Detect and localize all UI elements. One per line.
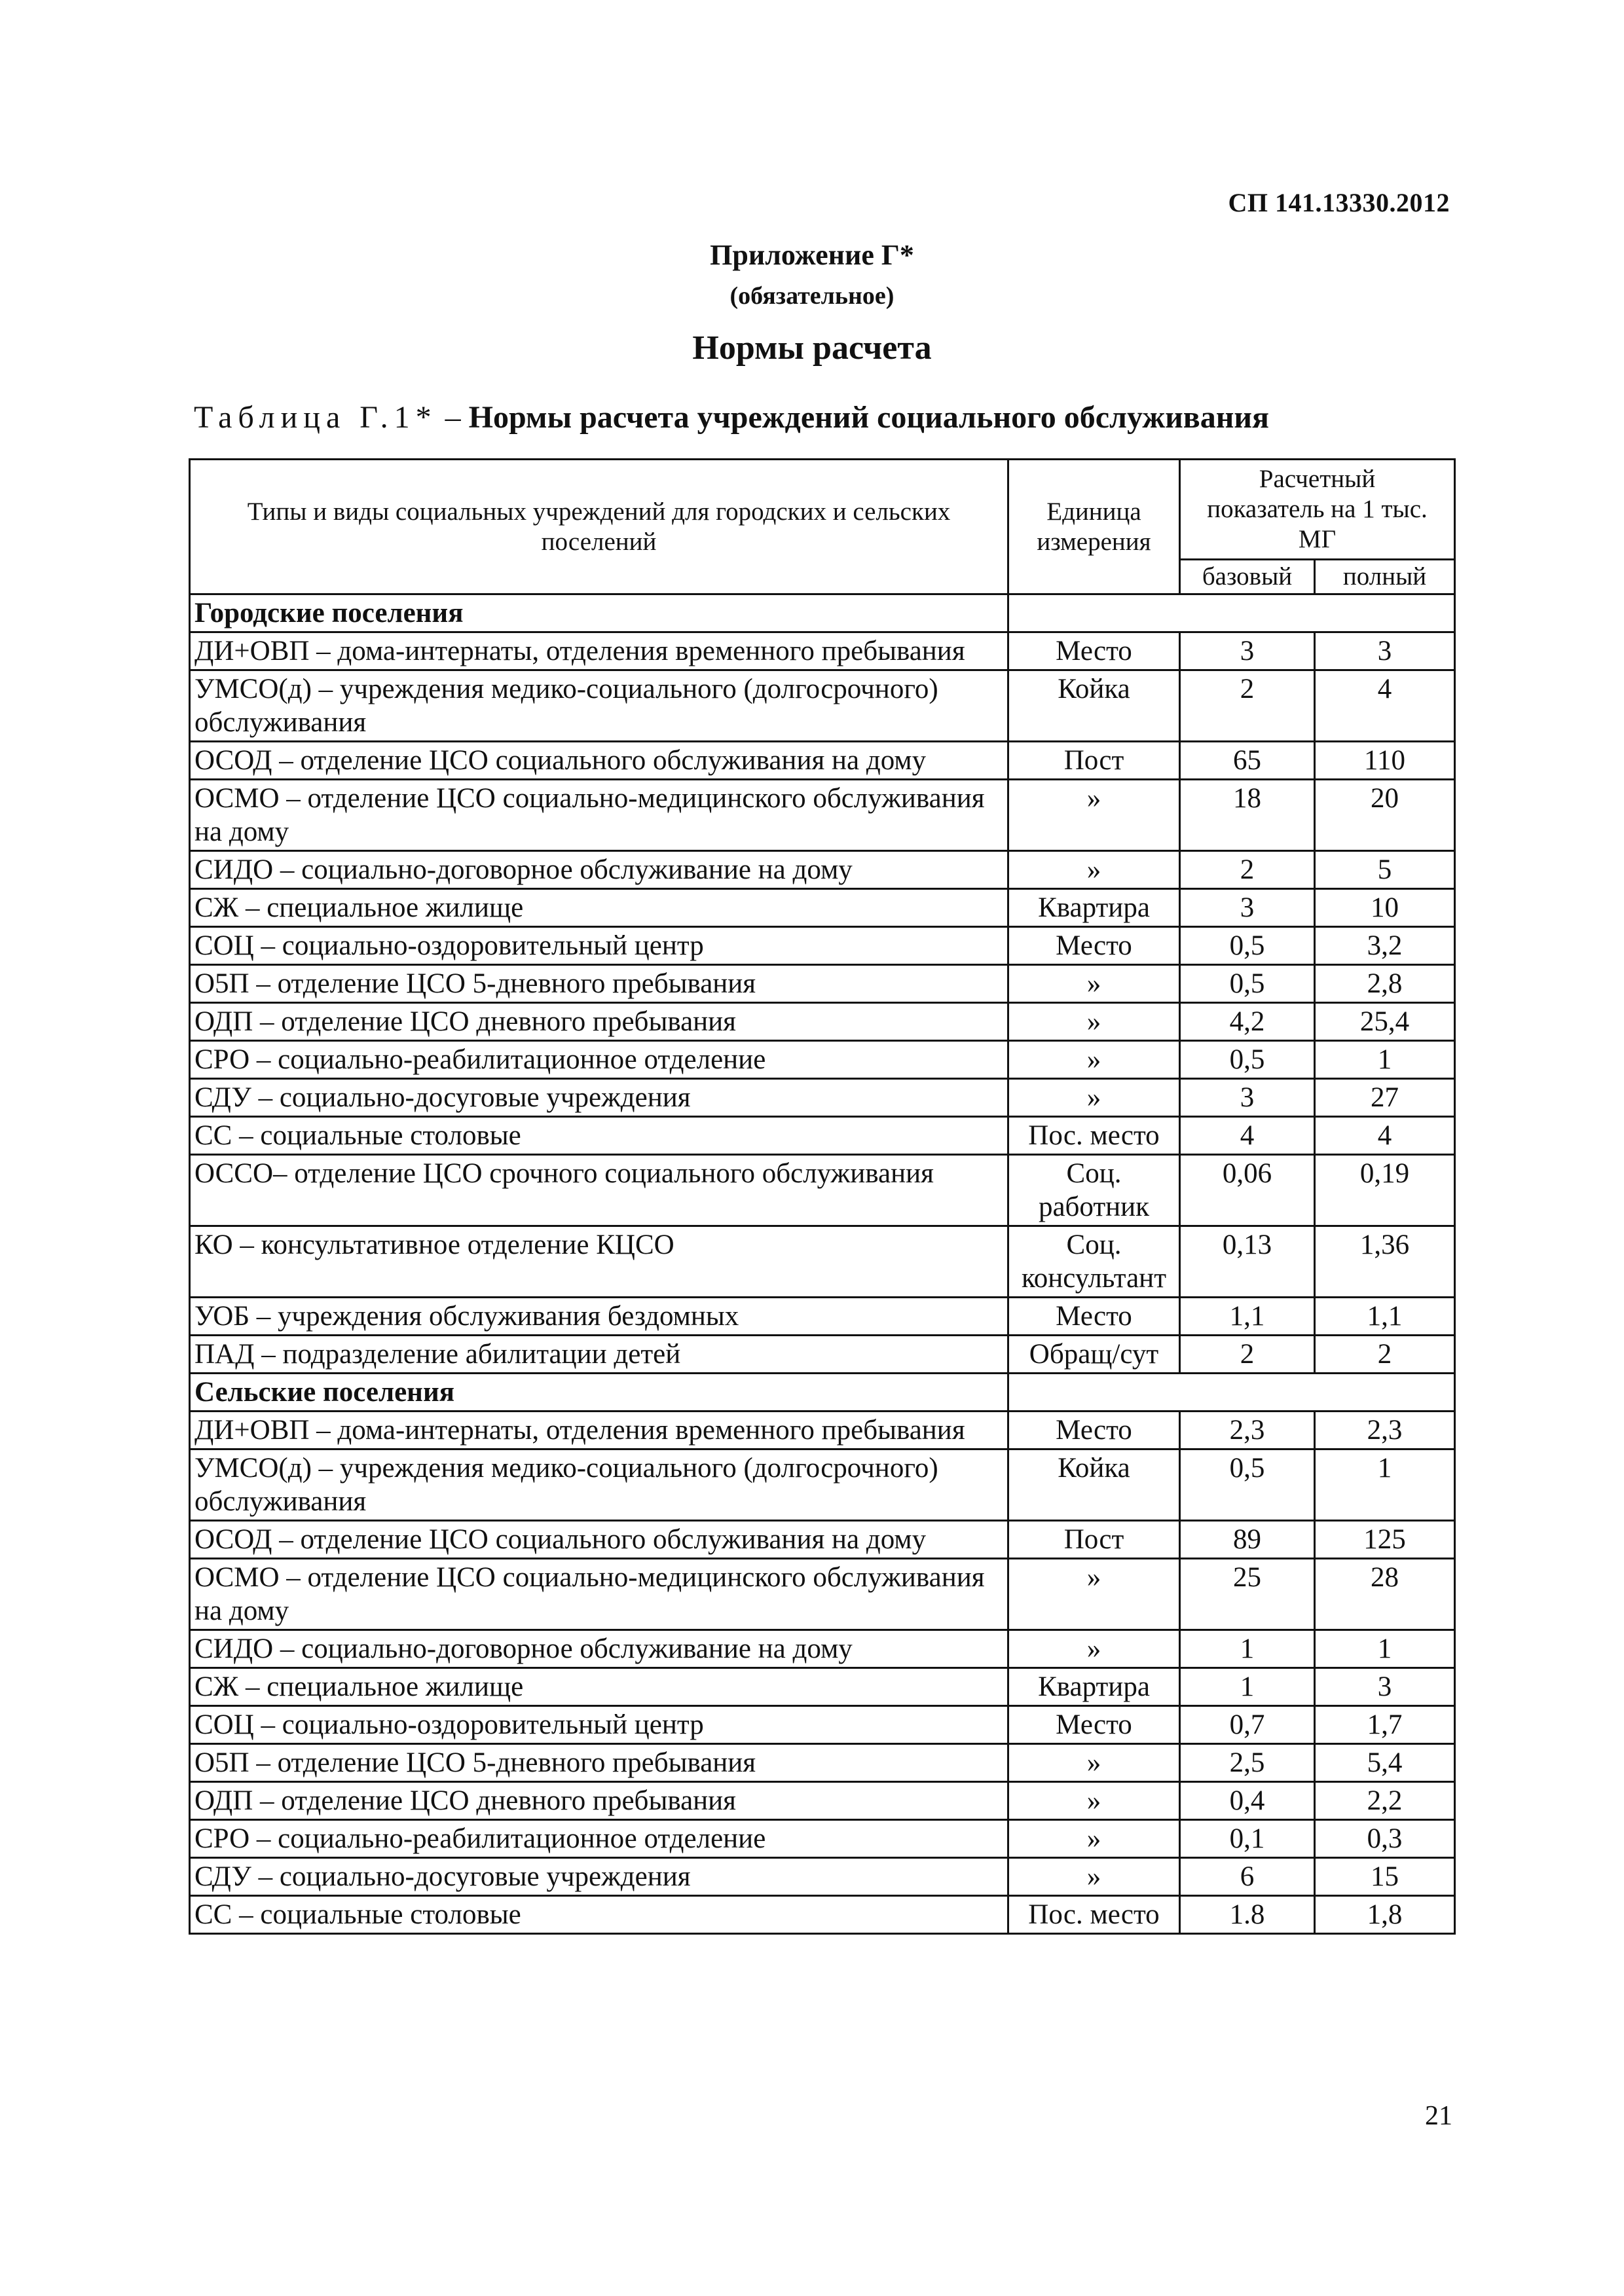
cell-name: ОДП – отделение ЦСО дневного пребывания: [190, 1782, 1008, 1820]
cell-unit: Койка: [1008, 670, 1180, 742]
cell-name: ОСОД – отделение ЦСО социального обслуживания на дому: [190, 1521, 1008, 1559]
table-row: [190, 1521, 1455, 1559]
cell-name: О5П – отделение ЦСО 5-дневного пребывания: [190, 965, 1008, 1003]
cell-full: 2,2: [1315, 1782, 1455, 1820]
table-row: [190, 889, 1455, 927]
table-row: [190, 1858, 1455, 1896]
cell-name: ОСМО – отделение ЦСО социально-медицинского обслуживания на дому: [190, 780, 1008, 851]
cell-full: 4: [1315, 1117, 1455, 1155]
cell-name: СЖ – специальное жилище: [190, 889, 1008, 927]
cell-unit: »: [1008, 1820, 1180, 1858]
cell-full: 3,2: [1315, 927, 1455, 965]
cell-name: ОСОД – отделение ЦСО социального обслуживания на дому: [190, 742, 1008, 780]
cell-base: 3: [1180, 1079, 1315, 1117]
cell-full: 5: [1315, 851, 1455, 889]
cell-unit: Место: [1008, 927, 1180, 965]
cell-unit: Место: [1008, 1298, 1180, 1336]
table-body: [190, 594, 1455, 1934]
cell-full: 27: [1315, 1079, 1455, 1117]
section-title: Нормы расчета: [692, 329, 932, 367]
cell-unit: »: [1008, 1630, 1180, 1668]
cell-name: СРО – социально-реабилитационное отделение: [190, 1820, 1008, 1858]
cell-full: 5,4: [1315, 1744, 1455, 1782]
cell-full: 1: [1315, 1449, 1455, 1521]
cell-name: ОДП – отделение ЦСО дневного пребывания: [190, 1003, 1008, 1041]
cell-name: ДИ+ОВП – дома-интернаты, отделения временного пребывания: [190, 1412, 1008, 1449]
cell-base: 0,06: [1180, 1155, 1315, 1226]
header-type: Типы и виды социальных учреждений для городских и сельских поселений: [190, 460, 1008, 594]
cell-unit: Пос. место: [1008, 1117, 1180, 1155]
table-caption-title: Нормы расчета учреждений социального обслуживания: [468, 400, 1269, 435]
cell-full: 1: [1315, 1041, 1455, 1079]
cell-name: УМСО(д) – учреждения медико-социального (долгосрочного) обслуживания: [190, 670, 1008, 742]
cell-unit: Пос. место: [1008, 1896, 1180, 1934]
table-row: [190, 1668, 1455, 1706]
cell-unit: »: [1008, 1559, 1180, 1630]
norms-table: [189, 458, 1456, 1935]
cell-unit: »: [1008, 1079, 1180, 1117]
cell-name: СОЦ – социально-оздоровительный центр: [190, 927, 1008, 965]
cell-name: УМСО(д) – учреждения медико-социального (долгосрочного) обслуживания: [190, 1449, 1008, 1521]
table-row: [190, 1336, 1455, 1374]
cell-full: 25,4: [1315, 1003, 1455, 1041]
cell-base: 65: [1180, 742, 1315, 780]
table-row: [190, 670, 1455, 742]
cell-full: 125: [1315, 1521, 1455, 1559]
group-title: Сельские поселения: [190, 1374, 1008, 1412]
header-base: базовый: [1180, 560, 1315, 594]
cell-full: 2,3: [1315, 1412, 1455, 1449]
table-row: [190, 1079, 1455, 1117]
table-row: [190, 1630, 1455, 1668]
cell-base: 2,3: [1180, 1412, 1315, 1449]
cell-full: 1,7: [1315, 1706, 1455, 1744]
cell-base: 0,13: [1180, 1226, 1315, 1298]
table-row: [190, 851, 1455, 889]
table-row: [190, 927, 1455, 965]
cell-base: 2,5: [1180, 1744, 1315, 1782]
table-row: [190, 1449, 1455, 1521]
cell-name: СС – социальные столовые: [190, 1896, 1008, 1934]
cell-full: 2,8: [1315, 965, 1455, 1003]
cell-full: 4: [1315, 670, 1455, 742]
cell-full: 28: [1315, 1559, 1455, 1630]
table-caption: [194, 399, 1504, 435]
table-row: [190, 1117, 1455, 1155]
cell-unit: Место: [1008, 1706, 1180, 1744]
cell-base: 0,5: [1180, 927, 1315, 965]
cell-full: 0,3: [1315, 1820, 1455, 1858]
cell-unit: »: [1008, 851, 1180, 889]
cell-base: 3: [1180, 632, 1315, 670]
cell-full: 10: [1315, 889, 1455, 927]
cell-base: 89: [1180, 1521, 1315, 1559]
cell-name: СДУ – социально-досуговые учреждения: [190, 1858, 1008, 1896]
cell-name: ПАД – подразделение абилитации детей: [190, 1336, 1008, 1374]
cell-base: 3: [1180, 889, 1315, 927]
cell-base: 25: [1180, 1559, 1315, 1630]
cell-base: 1: [1180, 1668, 1315, 1706]
cell-base: 1.8: [1180, 1896, 1315, 1934]
cell-full: 110: [1315, 742, 1455, 780]
cell-unit: »: [1008, 1041, 1180, 1079]
cell-full: 3: [1315, 1668, 1455, 1706]
cell-full: 15: [1315, 1858, 1455, 1896]
cell-full: 1,8: [1315, 1896, 1455, 1934]
cell-full: 2: [1315, 1336, 1455, 1374]
group-empty-cell: [1008, 594, 1455, 632]
table-row: [190, 1782, 1455, 1820]
cell-name: ОССО– отделение ЦСО срочного социального обслуживания: [190, 1155, 1008, 1226]
cell-name: О5П – отделение ЦСО 5-дневного пребывания: [190, 1744, 1008, 1782]
cell-name: СОЦ – социально-оздоровительный центр: [190, 1706, 1008, 1744]
header-full: полный: [1315, 560, 1455, 594]
cell-unit: »: [1008, 780, 1180, 851]
appendix-status: (обязательное): [729, 282, 895, 310]
cell-base: 2: [1180, 851, 1315, 889]
cell-unit: Соц. работник: [1008, 1155, 1180, 1226]
table-row: [190, 965, 1455, 1003]
cell-base: 0,5: [1180, 1449, 1315, 1521]
appendix-title: Приложение Г*: [710, 239, 914, 271]
cell-name: СС – социальные столовые: [190, 1117, 1008, 1155]
cell-full: 0,19: [1315, 1155, 1455, 1226]
cell-base: 18: [1180, 780, 1315, 851]
table-row: [190, 1744, 1455, 1782]
cell-base: 4,2: [1180, 1003, 1315, 1041]
cell-base: 4: [1180, 1117, 1315, 1155]
cell-name: СИДО – социально-договорное обслуживание на дому: [190, 851, 1008, 889]
cell-name: ОСМО – отделение ЦСО социально-медицинского обслуживания на дому: [190, 1559, 1008, 1630]
document-code: СП 141.13330.2012: [1228, 188, 1450, 217]
cell-name: ДИ+ОВП – дома-интернаты, отделения временного пребывания: [190, 632, 1008, 670]
cell-base: 0,5: [1180, 1041, 1315, 1079]
cell-base: 1: [1180, 1630, 1315, 1668]
table-header-row: [190, 460, 1455, 560]
cell-unit: Пост: [1008, 1521, 1180, 1559]
header-indicator: Расчетный показатель на 1 тыс. МГ: [1180, 460, 1455, 560]
cell-full: 1: [1315, 1630, 1455, 1668]
group-title: Городские поселения: [190, 594, 1008, 632]
table-row: [190, 1896, 1455, 1934]
table-row: [190, 1003, 1455, 1041]
cell-unit: »: [1008, 1782, 1180, 1820]
table-caption-label: Таблица Г.1*: [194, 400, 437, 435]
cell-unit: Квартира: [1008, 889, 1180, 927]
cell-base: 0,4: [1180, 1782, 1315, 1820]
cell-name: СРО – социально-реабилитационное отделение: [190, 1041, 1008, 1079]
table-row: [190, 632, 1455, 670]
cell-base: 0,7: [1180, 1706, 1315, 1744]
cell-unit: Квартира: [1008, 1668, 1180, 1706]
cell-base: 0,5: [1180, 965, 1315, 1003]
table-row: [190, 1820, 1455, 1858]
group-empty-cell: [1008, 1374, 1455, 1412]
cell-unit: Обращ/сут: [1008, 1336, 1180, 1374]
cell-base: 2: [1180, 670, 1315, 742]
table-row: [190, 1041, 1455, 1079]
cell-unit: Соц. консультант: [1008, 1226, 1180, 1298]
table-row: [190, 1706, 1455, 1744]
cell-unit: Место: [1008, 632, 1180, 670]
cell-base: 2: [1180, 1336, 1315, 1374]
cell-unit: Место: [1008, 1412, 1180, 1449]
table-row: [190, 780, 1455, 851]
table-row: [190, 1412, 1455, 1449]
cell-base: 6: [1180, 1858, 1315, 1896]
table-row: [190, 1559, 1455, 1630]
cell-base: 0,1: [1180, 1820, 1315, 1858]
cell-full: 1,36: [1315, 1226, 1455, 1298]
table-row: [190, 1298, 1455, 1336]
cell-name: СДУ – социально-досуговые учреждения: [190, 1079, 1008, 1117]
cell-full: 3: [1315, 632, 1455, 670]
cell-name: СИДО – социально-договорное обслуживание на дому: [190, 1630, 1008, 1668]
cell-unit: »: [1008, 1003, 1180, 1041]
cell-unit: »: [1008, 1858, 1180, 1896]
table-row: [190, 742, 1455, 780]
table-row: [190, 1226, 1455, 1298]
cell-full: 1,1: [1315, 1298, 1455, 1336]
cell-unit: »: [1008, 1744, 1180, 1782]
header-unit: Единица измерения: [1008, 460, 1180, 594]
cell-name: СЖ – специальное жилище: [190, 1668, 1008, 1706]
table-row: [190, 1155, 1455, 1226]
table-caption-dash: –: [437, 400, 469, 435]
cell-unit: Пост: [1008, 742, 1180, 780]
cell-unit: »: [1008, 965, 1180, 1003]
group-row: [190, 1374, 1455, 1412]
cell-base: 1,1: [1180, 1298, 1315, 1336]
page-number: 21: [1425, 2101, 1452, 2131]
cell-name: КО – консультативное отделение КЦСО: [190, 1226, 1008, 1298]
cell-name: УОБ – учреждения обслуживания бездомных: [190, 1298, 1008, 1336]
cell-unit: Койка: [1008, 1449, 1180, 1521]
group-row: [190, 594, 1455, 632]
cell-full: 20: [1315, 780, 1455, 851]
